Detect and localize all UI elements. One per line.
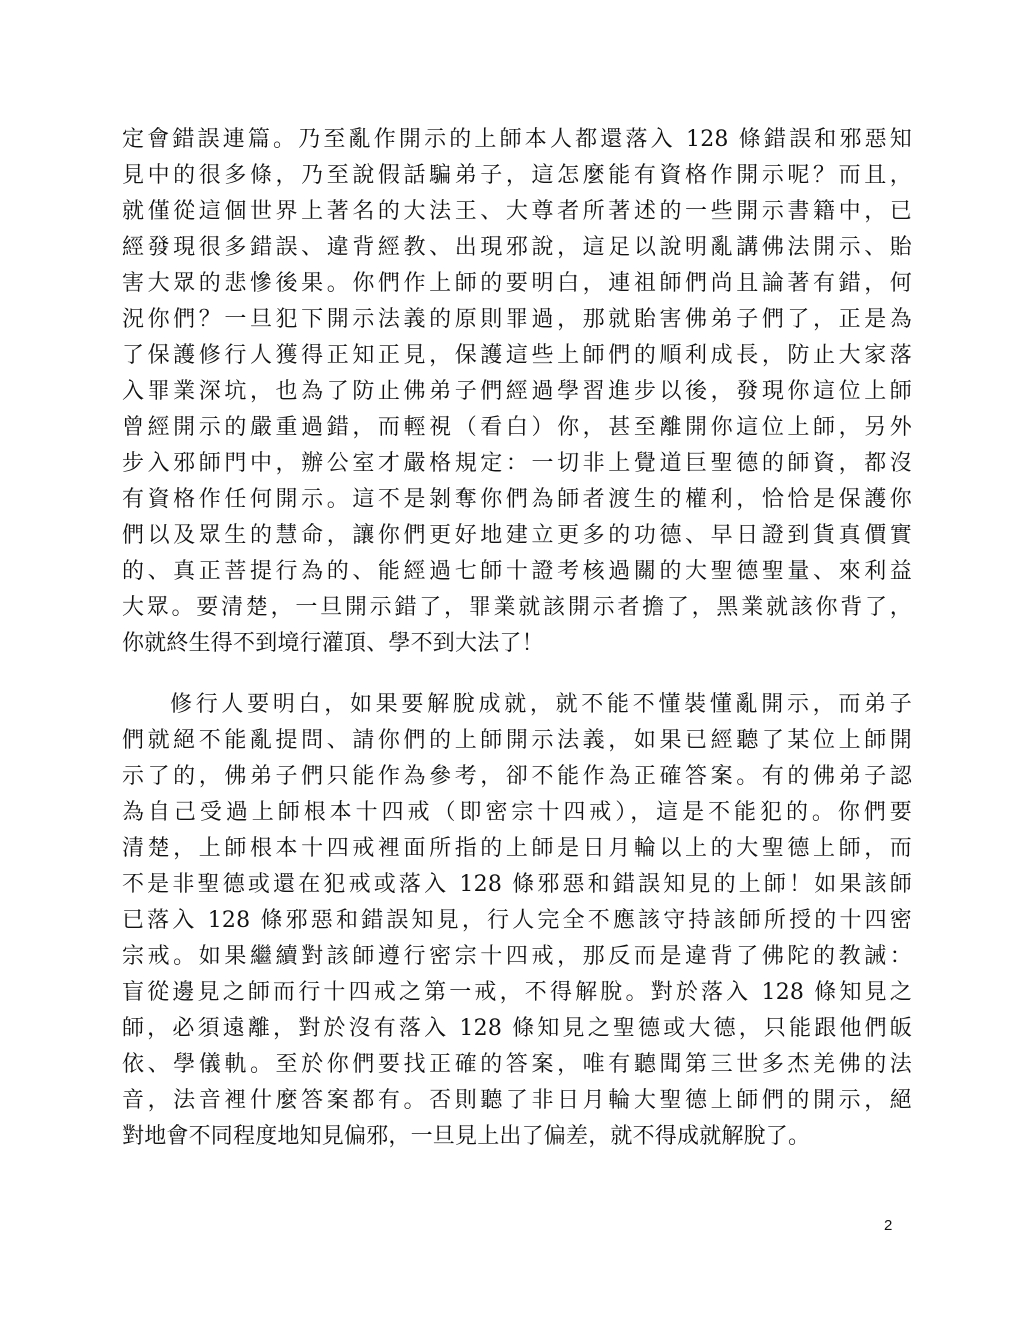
text-line: 你就終生得不到境行灌頂、學不到大法了！ <box>122 631 544 656</box>
text-line: 們以及眾生的慧命，讓你們更好地建立更多的功德、早日證到貨真價實 <box>122 523 912 548</box>
text-line: 為自己受過上師根本十四戒（即密宗十四戒），這是不能犯的。你們要 <box>122 800 912 825</box>
page-number: 2 <box>884 1217 893 1234</box>
text-line: 曾經開示的嚴重過錯，而輕視（看白）你，甚至離開你這位上師，另外 <box>122 415 912 440</box>
text-line: 依、學儀軌。至於你們要找正確的答案，唯有聽聞第三世多杰羌佛的法 <box>122 1052 912 1077</box>
paragraph-1 <box>122 122 912 662</box>
text-line: 不是非聖德或還在犯戒或落入 128 條邪惡和錯誤知見的上師！如果該師 <box>122 872 912 897</box>
text-line: 定會錯誤連篇。乃至亂作開示的上師本人都還落入 128 條錯誤和邪惡知 <box>122 127 912 152</box>
text-line: 害大眾的悲慘後果。你們作上師的要明白，連祖師們尚且論著有錯，何 <box>122 271 912 296</box>
text-line: 盲從邊見之師而行十四戒之第一戒，不得解脫。對於落入 128 條知見之 <box>122 980 912 1005</box>
text-line: 示了的，佛弟子們只能作為參考，卻不能作為正確答案。有的佛弟子認 <box>122 764 912 789</box>
text-line: 經發現很多錯誤、違背經教、出現邪說，這足以說明亂講佛法開示、貽 <box>122 235 912 260</box>
text-line: 師，必須遠離，對於沒有落入 128 條知見之聖德或大德，只能跟他們皈 <box>122 1016 912 1041</box>
text-line: 有資格作任何開示。這不是剝奪你們為師者渡生的權利，恰恰是保護你 <box>122 487 912 512</box>
text-line: 修行人要明白，如果要解脫成就，就不能不懂裝懂亂開示，而弟子 <box>170 692 912 717</box>
text-line: 見中的很多條，乃至說假話騙弟子，這怎麼能有資格作開示呢？而且， <box>122 163 912 188</box>
text-line: 清楚，上師根本十四戒裡面所指的上師是日月輪以上的大聖德上師，而 <box>122 836 912 861</box>
text-line: 就僅從這個世界上著名的大法王、大尊者所著述的一些開示書籍中，已 <box>122 199 912 224</box>
text-line: 的、真正菩提行為的、能經過七師十證考核過關的大聖德聖量、來利益 <box>122 559 912 584</box>
text-line: 已落入 128 條邪惡和錯誤知見，行人完全不應該守持該師所授的十四密 <box>122 908 912 933</box>
text-line: 對地會不同程度地知見偏邪，一旦見上出了偏差，就不得成就解脫了。 <box>122 1124 811 1149</box>
text-line: 宗戒。如果繼續對該師遵行密宗十四戒，那反而是違背了佛陀的教誡： <box>122 944 912 969</box>
paragraph-2 <box>122 687 912 1155</box>
text-line: 況你們？一旦犯下開示法義的原則罪過，那就貽害佛弟子們了，正是為 <box>122 307 912 332</box>
text-line: 了保護修行人獲得正知正見，保護這些上師們的順利成長，防止大家落 <box>122 343 912 368</box>
text-line: 大眾。要清楚，一旦開示錯了，罪業就該開示者擔了，黑業就該你背了， <box>122 595 912 620</box>
text-line: 入罪業深坑，也為了防止佛弟子們經過學習進步以後，發現你這位上師 <box>122 379 912 404</box>
text-line: 步入邪師門中，辦公室才嚴格規定：一切非上覺道巨聖德的師資，都沒 <box>122 451 912 476</box>
text-line: 們就絕不能亂提問、請你們的上師開示法義，如果已經聽了某位上師開 <box>122 728 912 753</box>
text-line: 音，法音裡什麼答案都有。否則聽了非日月輪大聖德上師們的開示，絕 <box>122 1088 912 1113</box>
